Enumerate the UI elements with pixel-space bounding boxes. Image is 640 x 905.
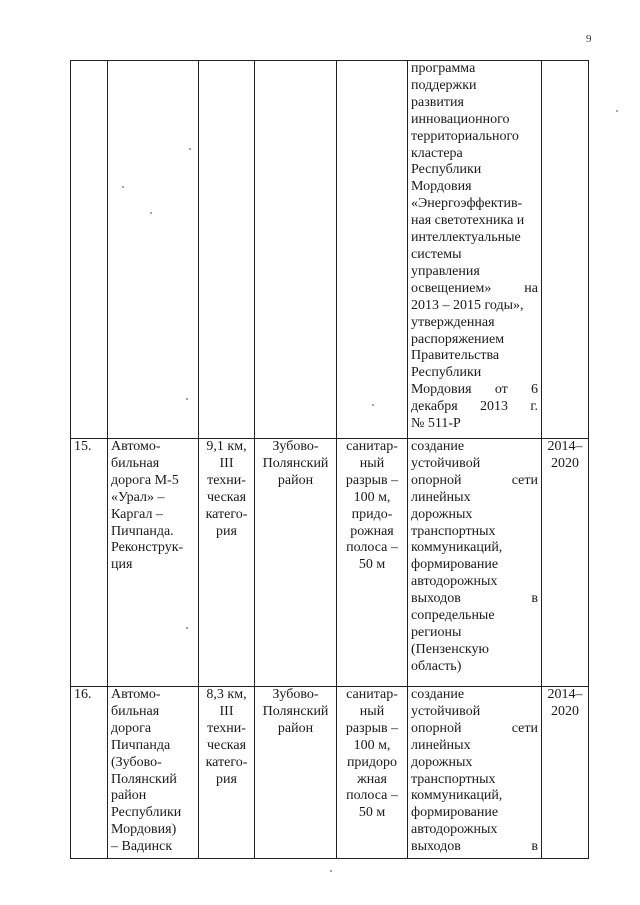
purpose-line: автодорожных: [411, 574, 498, 590]
object-name-cell: Автомо- бильная дорога Пичпанда (Зубово- Полянский район Республики Мордовия) – Вадинск: [108, 687, 199, 859]
purpose-line: формирование: [411, 805, 499, 821]
purpose-line: декабря 2013 г.: [411, 399, 538, 415]
scan-speck: [150, 212, 152, 214]
purpose-line: устойчивой: [411, 703, 481, 719]
purpose-line: территориального: [411, 128, 519, 144]
purpose-line: формирование: [411, 557, 499, 573]
table-body: [71, 61, 589, 859]
scan-speck: [186, 627, 188, 629]
purpose-line: развития: [411, 94, 464, 110]
district-cell: [255, 61, 337, 439]
purpose-line: создание: [411, 687, 465, 702]
page-number: 9: [586, 33, 592, 45]
purpose-line: опорной сети: [411, 472, 538, 488]
purpose-line: опорной сети: [411, 720, 538, 736]
district-cell: Зубово- Полянский район: [255, 687, 337, 859]
purpose-line: интеллектуальные: [411, 230, 521, 246]
purpose-line: ная светотехника и: [411, 213, 525, 229]
purpose-line: 2013 – 2015 годы»,: [411, 297, 524, 313]
purpose-line: выходов в: [411, 839, 538, 855]
scan-speck: [372, 404, 374, 406]
purpose-line: системы: [411, 246, 462, 262]
purpose-line: сопредельные: [411, 608, 495, 624]
length-category-cell: 9,1 км, III техни- ческая катего- рия: [199, 439, 255, 687]
protection-zone-cell: санитар- ный разрыв – 100 м, придоро жная полоса – 50 м: [337, 687, 408, 859]
years-cell: [542, 61, 589, 439]
purpose-line: коммуникаций,: [411, 540, 503, 556]
purpose-line: устойчивой: [411, 455, 481, 471]
purpose-line: утвержденная: [411, 314, 495, 330]
table-row: [71, 61, 589, 439]
purpose-line: инновационного: [411, 111, 510, 127]
years-cell: 2014– 2020: [542, 687, 589, 859]
purpose-line: дорожных: [411, 754, 473, 770]
purpose-cell: [408, 439, 542, 687]
purpose-line: коммуникаций,: [411, 788, 503, 804]
purpose-line: регионы: [411, 624, 462, 640]
purpose-cell: [408, 687, 542, 859]
purpose-line: (Пензенскую: [411, 641, 489, 657]
purpose-line: поддержки: [411, 77, 477, 93]
purpose-line: выходов в: [411, 591, 538, 607]
purpose-line: Мордовия: [411, 179, 472, 195]
purpose-line: дорожных: [411, 506, 473, 522]
length-category-cell: [199, 61, 255, 439]
purpose-line: Республики: [411, 162, 482, 178]
purpose-line: создание: [411, 439, 465, 454]
row-number: [71, 61, 108, 439]
purpose-line: № 511-Р: [411, 416, 461, 432]
protection-zone-cell: санитар- ный разрыв – 100 м, придо- рожная полоса – 50 м: [337, 439, 408, 687]
purpose-cell: [408, 61, 542, 439]
scan-speck: [189, 148, 191, 150]
purpose-line: область): [411, 658, 462, 674]
purpose-line: линейных: [411, 737, 471, 753]
years-cell: 2014– 2020: [542, 439, 589, 687]
purpose-line: транспортных: [411, 771, 496, 787]
purpose-line: Мордовия от 6: [411, 382, 538, 398]
projects-table: [70, 60, 589, 859]
object-name-cell: [108, 61, 199, 439]
scan-speck: [616, 110, 618, 112]
purpose-line: автодорожных: [411, 822, 498, 838]
purpose-line: «Энергоэффектив-: [411, 196, 523, 212]
scan-speck: [330, 870, 332, 872]
purpose-line: программа: [411, 61, 476, 76]
object-name-cell: Автомо- бильная дорога М-5 «Урал» – Каргал – Пичпанда. Реконструк- ция: [108, 439, 199, 687]
purpose-line: Правительства: [411, 348, 500, 364]
length-category-cell: 8,3 км, III техни- ческая катего- рия: [199, 687, 255, 859]
table-row: [71, 687, 589, 859]
row-number: 16.: [71, 687, 108, 859]
purpose-line: распоряжением: [411, 331, 505, 347]
purpose-line: управления: [411, 263, 480, 279]
scan-speck: [122, 186, 124, 188]
protection-zone-cell: [337, 61, 408, 439]
purpose-line: кластера: [411, 145, 463, 161]
district-cell: Зубово- Полянский район: [255, 439, 337, 687]
table-row: [71, 439, 589, 687]
scan-speck: [186, 398, 188, 400]
purpose-line: Республики: [411, 365, 482, 381]
purpose-line: транспортных: [411, 523, 496, 539]
purpose-line: освещением» на: [411, 280, 538, 296]
row-number: 15.: [71, 439, 108, 687]
purpose-line: линейных: [411, 489, 471, 505]
